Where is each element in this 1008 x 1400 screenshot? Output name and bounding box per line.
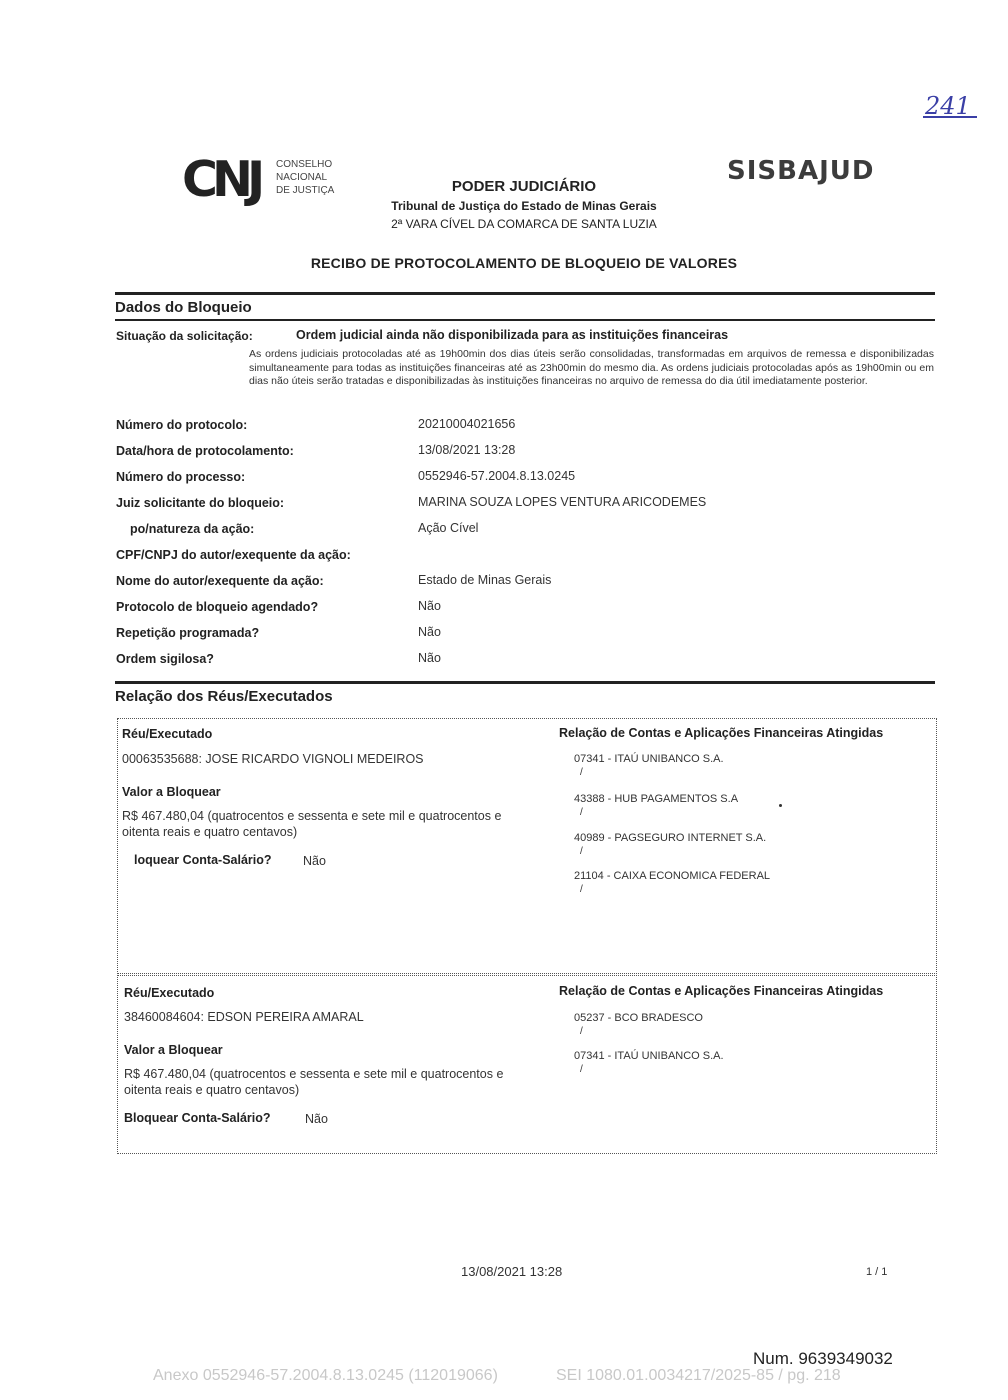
poder-judiciario-heading: PODER JUDICIÁRIO: [451, 178, 597, 195]
field-label: Data/hora de protocolamento:: [116, 444, 294, 458]
account-sub: /: [580, 1064, 583, 1075]
annex-watermark: Anexo 0552946-57.2004.8.13.0245 (112019066): [153, 1367, 498, 1384]
reu-value: 00063535688: JOSE RICARDO VIGNOLI MEDEIROS: [122, 752, 424, 766]
tribunal-heading: Tribunal de Justiça do Estado de Minas Gerais: [391, 199, 657, 213]
conta-salario-label: loquear Conta-Salário?: [134, 853, 272, 867]
account-name: 05237 - BCO BRADESCO: [574, 1012, 703, 1024]
account-sub: /: [580, 1026, 583, 1037]
document-number: Num. 9639349032: [753, 1349, 893, 1368]
situacao-label: Situação da solicitação:: [116, 329, 253, 343]
vara-heading: 2ª VARA CÍVEL DA COMARCA DE SANTA LUZIA: [391, 217, 657, 231]
field-label: Número do protocolo:: [116, 418, 248, 432]
account-sub: /: [580, 767, 583, 778]
field-value: Não: [418, 599, 441, 613]
field-label: CPF/CNPJ do autor/exequente da ação:: [116, 548, 351, 562]
section-dados-bloqueio: Dados do Bloqueio: [115, 292, 935, 321]
conta-salario-value: Não: [303, 854, 326, 868]
footer-datetime: 13/08/2021 13:28: [461, 1264, 563, 1279]
reu-card: [117, 718, 937, 974]
field-label: Número do processo:: [116, 470, 246, 484]
account-name: 07341 - ITAÚ UNIBANCO S.A.: [574, 1050, 724, 1062]
field-value: 0552946-57.2004.8.13.0245: [418, 469, 576, 483]
field-label: Ordem sigilosa?: [116, 652, 214, 666]
field-value: Não: [418, 625, 441, 639]
cnj-line: DE JUSTIÇA: [276, 185, 335, 196]
field-value: Ação Cível: [418, 521, 479, 535]
account-sub: /: [580, 846, 583, 857]
account-name: 40989 - PAGSEGURO INTERNET S.A.: [574, 832, 767, 844]
valor-label: Valor a Bloquear: [122, 785, 221, 799]
field-value: 13/08/2021 13:28: [418, 443, 516, 457]
scan-speck: [779, 804, 782, 807]
reu-label: Réu/Executado: [124, 986, 215, 1000]
account-name: 21104 - CAIXA ECONOMICA FEDERAL: [574, 870, 771, 882]
field-label: po/natureza da ação:: [130, 522, 255, 536]
reu-value: 38460084604: EDSON PEREIRA AMARAL: [124, 1010, 364, 1024]
account-sub: /: [580, 884, 583, 895]
field-value: Estado de Minas Gerais: [418, 573, 552, 587]
reu-label: Réu/Executado: [122, 727, 213, 741]
cnj-line: NACIONAL: [276, 172, 328, 183]
field-label: Repetição programada?: [116, 626, 260, 640]
field-label: Juiz solicitante do bloqueio:: [116, 496, 285, 510]
section-reus: Relação dos Réus/Executados: [115, 681, 935, 708]
cnj-line: CONSELHO: [276, 159, 333, 170]
cnj-logo: CNJ: [182, 151, 260, 208]
valor-value: R$ 467.480,04 (quatrocentos e sessenta e sete mil e quatrocentos e oitenta reais e quatro centavos): [124, 1067, 504, 1097]
document-title: RECIBO DE PROTOCOLAMENTO DE BLOQUEIO DE VALORES: [310, 255, 738, 271]
situacao-note: As ordens judiciais protocoladas até as 19h00min dos dias úteis serão consolidadas, transformadas em arquivos de remessa e disponibilizadas simultaneamente para todas as instituições financeiras até as 23h00min do mesmo dia. As ordens judiciais protocoladas após as 19h00min ou em dias não úteis serão tratadas e disponibilizadas às instituições financeiras no arquivo de remessa do dia útil imediatamente posterior.: [249, 348, 934, 387]
conta-salario-label: Bloquear Conta-Salário?: [124, 1111, 271, 1125]
conta-salario-value: Não: [305, 1112, 328, 1126]
account-sub: /: [580, 807, 583, 818]
sisbajud-logo: SISBAJUD: [727, 156, 875, 186]
account-name: 07341 - ITAÚ UNIBANCO S.A.: [574, 753, 724, 765]
valor-value: R$ 467.480,04 (quatrocentos e sessenta e sete mil e quatrocentos e oitenta reais e quatro centavos): [122, 809, 502, 839]
field-value: MARINA SOUZA LOPES VENTURA ARICODEMES: [418, 495, 707, 509]
handwritten-page-number: 241: [925, 92, 971, 120]
footer-page-number: 1 / 1: [866, 1266, 888, 1278]
account-name: 43388 - HUB PAGAMENTOS S.A: [574, 793, 739, 805]
contas-label: Relação de Contas e Aplicações Financeiras Atingidas: [559, 726, 884, 740]
field-value: Não: [418, 651, 441, 665]
sei-watermark: SEI 1080.01.0034217/2025-85 / pg. 218: [556, 1367, 841, 1384]
situacao-value: Ordem judicial ainda não disponibilizada para as instituições financeiras: [296, 328, 729, 342]
field-label: Nome do autor/exequente da ação:: [116, 574, 324, 588]
contas-label: Relação de Contas e Aplicações Financeiras Atingidas: [559, 984, 884, 998]
field-label: Protocolo de bloqueio agendado?: [116, 600, 319, 614]
valor-label: Valor a Bloquear: [124, 1043, 223, 1057]
reu-card: [117, 975, 937, 1154]
field-value: 20210004021656: [418, 417, 516, 431]
